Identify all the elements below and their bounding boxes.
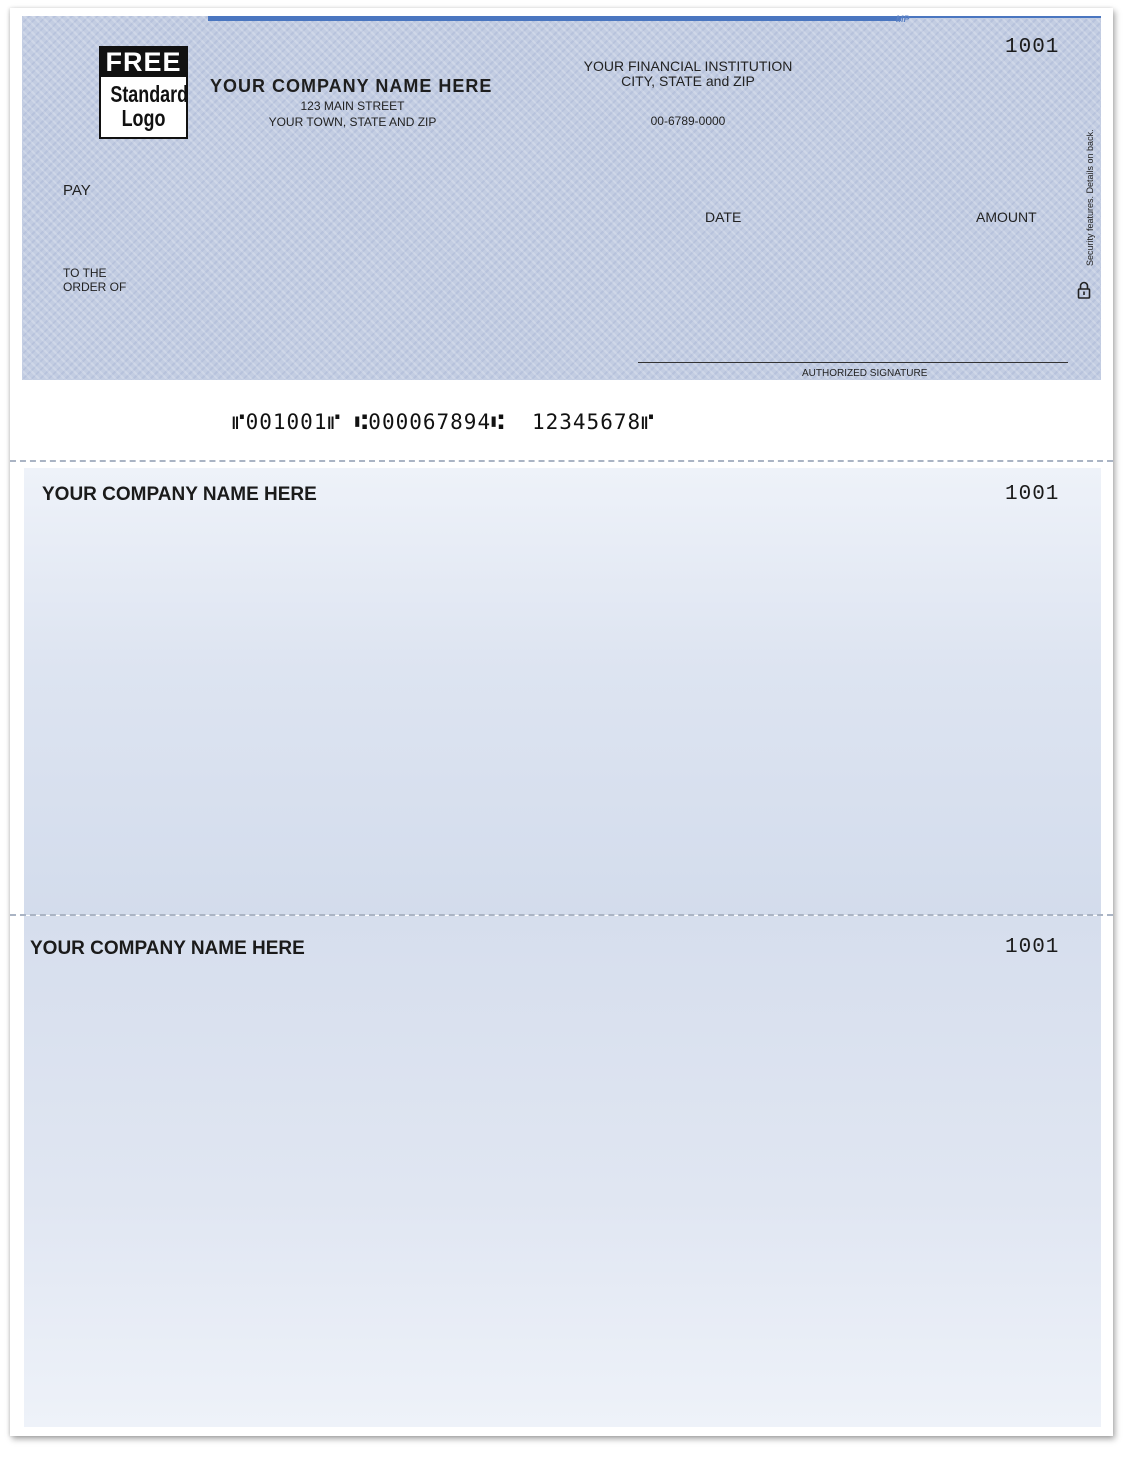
stub-company-name: YOUR COMPANY NAME HERE	[42, 484, 317, 505]
stub-check-number: 1001	[1005, 936, 1060, 959]
top-accent-line	[901, 16, 1101, 18]
logo-free-text: FREE	[101, 48, 186, 77]
bank-city: CITY, STATE and ZIP	[621, 73, 755, 89]
logo-line-1: Standard	[110, 81, 189, 107]
company-logo	[99, 46, 188, 139]
to-the-label: TO THE	[63, 266, 107, 280]
security-note: Security features. Details on back.	[1085, 129, 1095, 266]
company-street: 123 MAIN STREET	[300, 99, 405, 113]
check-body	[22, 16, 1101, 380]
check-sheet	[10, 8, 1113, 1436]
bank-name: YOUR FINANCIAL INSTITUTION	[583, 58, 793, 74]
routing-fraction: 00-6789-0000	[650, 114, 726, 128]
voucher-stub-1	[24, 468, 1101, 915]
stub-company-name: YOUR COMPANY NAME HERE	[30, 938, 305, 959]
company-name: YOUR COMPANY NAME HERE	[210, 76, 493, 96]
order-of-label: ORDER OF	[63, 280, 127, 294]
top-accent-bar	[208, 16, 901, 21]
micr-line: ⑈001001⑈ ⑆000067894⑆ 12345678⑈	[232, 410, 655, 434]
signature-label: AUTHORIZED SIGNATURE	[802, 368, 928, 379]
padlock-icon	[1077, 280, 1091, 300]
logo-line-2: Logo	[121, 105, 166, 131]
perforation-line	[10, 460, 1113, 462]
check-number: 1001	[1005, 36, 1060, 59]
stub-check-number: 1001	[1005, 483, 1060, 506]
pay-label: PAY	[63, 182, 91, 199]
signature-line	[638, 362, 1068, 363]
date-label: DATE	[705, 209, 742, 225]
voucher-stub-2	[24, 916, 1101, 1427]
mp-mark: MP	[896, 14, 910, 24]
company-city: YOUR TOWN, STATE AND ZIP	[268, 115, 437, 129]
amount-label: AMOUNT	[976, 209, 1037, 225]
